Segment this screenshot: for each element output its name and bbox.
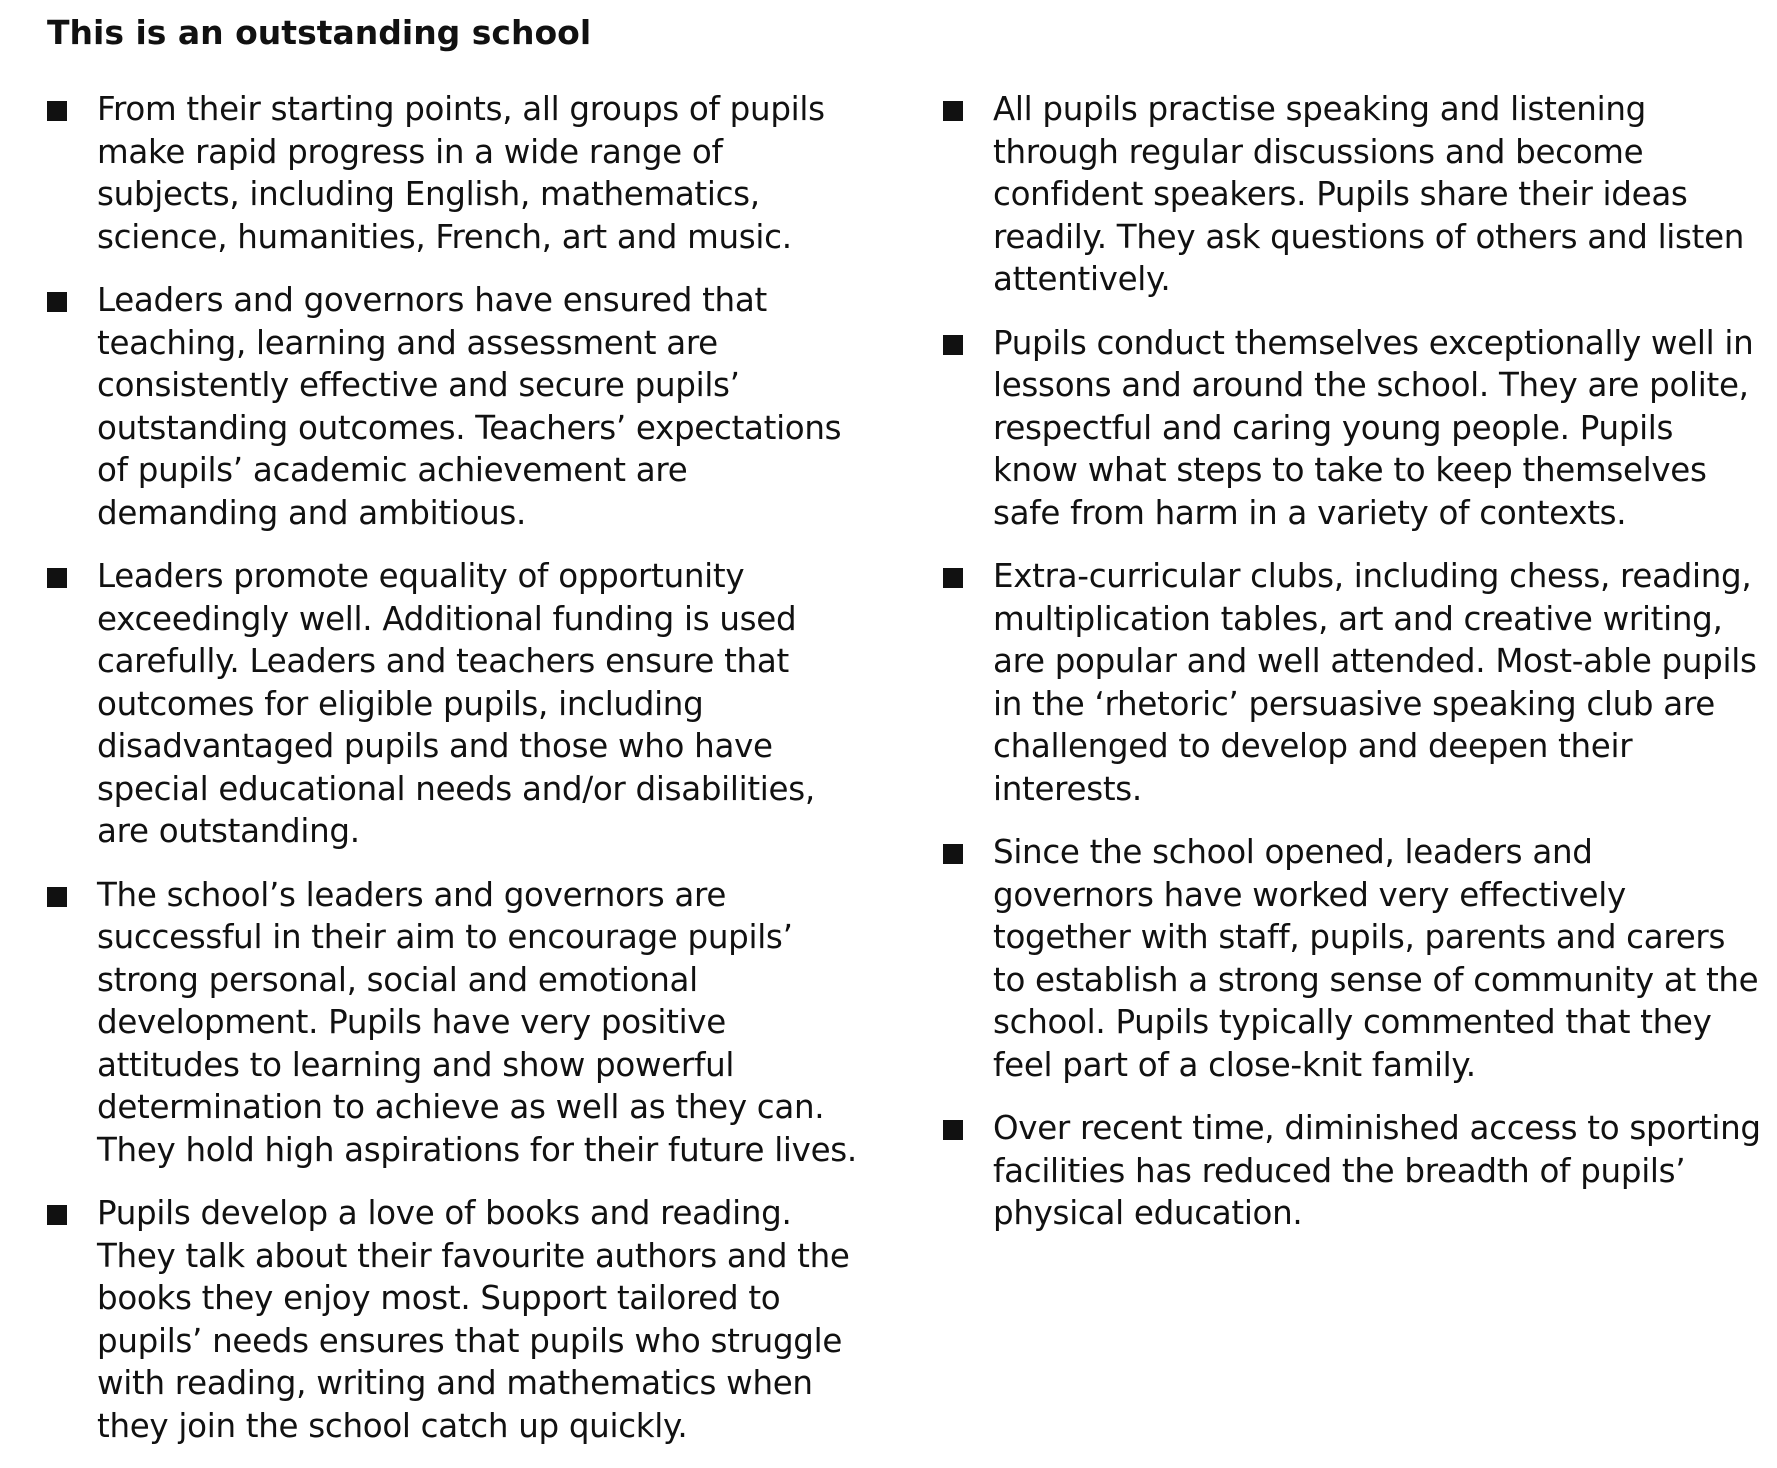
bullet-text-line: demanding and ambitious.	[97, 493, 527, 532]
bullet-text-line: teaching, learning and assessment are	[97, 323, 718, 362]
bullet-text-line: books they enjoy most. Support tailored to	[97, 1279, 781, 1317]
bullet-text-line: disadvantaged pupils and those who have	[97, 727, 773, 765]
bullet-item	[943, 555, 1773, 810]
bullet-text-line: Leaders and governors have ensured that	[97, 281, 767, 319]
square-bullet-icon	[943, 844, 963, 864]
bullet-text-line: governors have worked very effectively	[993, 875, 1626, 914]
bullet-item	[943, 88, 1773, 301]
bullet-text-line: safe from harm in a variety of contexts.	[993, 493, 1627, 532]
bullet-text-line: strong personal, social and emotional	[97, 960, 698, 999]
bullet-text-line: exceedingly well. Additional funding is used	[97, 599, 797, 638]
bullet-text-line: physical education.	[993, 1194, 1303, 1232]
bullet-text-line: All pupils practise speaking and listening	[993, 90, 1646, 128]
bullet-text-line: Since the school opened, leaders and	[993, 833, 1593, 871]
bullet-text-line: together with staff, pupils, parents and carers	[993, 918, 1726, 956]
bullet-item	[47, 1192, 907, 1447]
left-bullet-list	[47, 88, 907, 1468]
square-bullet-icon	[47, 292, 67, 312]
bullet-item	[47, 279, 907, 534]
bullet-text-line: attentively.	[993, 260, 1171, 298]
bullet-item	[943, 831, 1773, 1086]
bullet-text-line: The school’s leaders and governors are	[97, 875, 727, 914]
bullet-item	[47, 88, 907, 258]
bullet-text-line: successful in their aim to encourage pupils’	[97, 918, 793, 956]
bullet-text-line: lessons and around the school. They are polite,	[993, 366, 1749, 404]
square-bullet-icon	[47, 101, 67, 121]
bullet-text-line: development. Pupils have very positive	[97, 1003, 726, 1041]
bullet-text-line: Extra-curricular clubs, including chess, reading,	[993, 557, 1752, 595]
bullet-text-line: of pupils’ academic achievement are	[97, 451, 688, 489]
square-bullet-icon	[47, 887, 67, 907]
bullet-item	[47, 874, 907, 1172]
bullet-text-line: are popular and well attended. Most-able pupils	[993, 642, 1757, 680]
bullet-text-line: Pupils develop a love of books and reading.	[97, 1194, 792, 1232]
bullet-text-line: make rapid progress in a wide range of	[97, 132, 723, 171]
bullet-text-line: facilities has reduced the breadth of pupils’	[993, 1151, 1686, 1190]
bullet-text-line: challenged to develop and deepen their	[993, 727, 1633, 765]
bullet-text-line: they join the school catch up quickly.	[97, 1406, 688, 1445]
bullet-text-line: multiplication tables, art and creative writing,	[993, 599, 1723, 638]
bullet-text-line: respectful and caring young people. Pupils	[993, 408, 1674, 447]
section-heading: This is an outstanding school	[47, 13, 592, 52]
bullet-text-line: carefully. Leaders and teachers ensure that	[97, 642, 789, 680]
bullet-text-line: to establish a strong sense of community at the	[993, 960, 1759, 999]
bullet-item	[943, 1107, 1773, 1235]
bullet-text-line: subjects, including English, mathematics,	[97, 175, 760, 213]
bullet-text-line: Leaders promote equality of opportunity	[97, 557, 745, 595]
bullet-text-line: feel part of a close-knit family.	[993, 1045, 1476, 1084]
square-bullet-icon	[47, 1205, 67, 1225]
bullet-text-line: interests.	[993, 769, 1142, 808]
bullet-text-line: in the ‘rhetoric’ persuasive speaking club are	[993, 684, 1715, 723]
bullet-text-line: science, humanities, French, art and music.	[97, 217, 792, 256]
square-bullet-icon	[943, 101, 963, 121]
bullet-text-line: From their starting points, all groups of pupils	[97, 90, 825, 128]
bullet-item	[943, 322, 1773, 535]
bullet-text-line: attitudes to learning and show powerful	[97, 1045, 735, 1084]
square-bullet-icon	[47, 568, 67, 588]
bullet-text-line: confident speakers. Pupils share their ideas	[993, 175, 1688, 213]
bullet-text-line: outstanding outcomes. Teachers’ expectations	[97, 408, 842, 447]
bullet-text-line: pupils’ needs ensures that pupils who struggle	[97, 1321, 843, 1360]
bullet-text-line: with reading, writing and mathematics when	[97, 1364, 813, 1402]
bullet-text-line: determination to achieve as well as they can.	[97, 1088, 825, 1126]
bullet-text-line: know what steps to take to keep themselves	[993, 451, 1707, 489]
bullet-text-line: are outstanding.	[97, 812, 360, 850]
bullet-text-line: Over recent time, diminished access to sporting	[993, 1109, 1761, 1147]
square-bullet-icon	[943, 1120, 963, 1140]
bullet-text-line: readily. They ask questions of others and listen	[993, 217, 1745, 256]
bullet-text-line: through regular discussions and become	[993, 132, 1644, 171]
bullet-text-line: outcomes for eligible pupils, including	[97, 684, 704, 723]
square-bullet-icon	[943, 568, 963, 588]
bullet-text-line: school. Pupils typically commented that they	[993, 1003, 1712, 1041]
bullet-text-line: They talk about their favourite authors and the	[97, 1236, 850, 1275]
bullet-text-line: special educational needs and/or disabilities,	[97, 769, 815, 808]
bullet-text-line: Pupils conduct themselves exceptionally well in	[993, 323, 1754, 362]
square-bullet-icon	[943, 335, 963, 355]
bullet-text-line: They hold high aspirations for their future lives.	[97, 1130, 857, 1169]
bullet-item	[47, 555, 907, 853]
bullet-text-line: consistently effective and secure pupils’	[97, 366, 740, 404]
right-bullet-list	[943, 88, 1773, 1256]
